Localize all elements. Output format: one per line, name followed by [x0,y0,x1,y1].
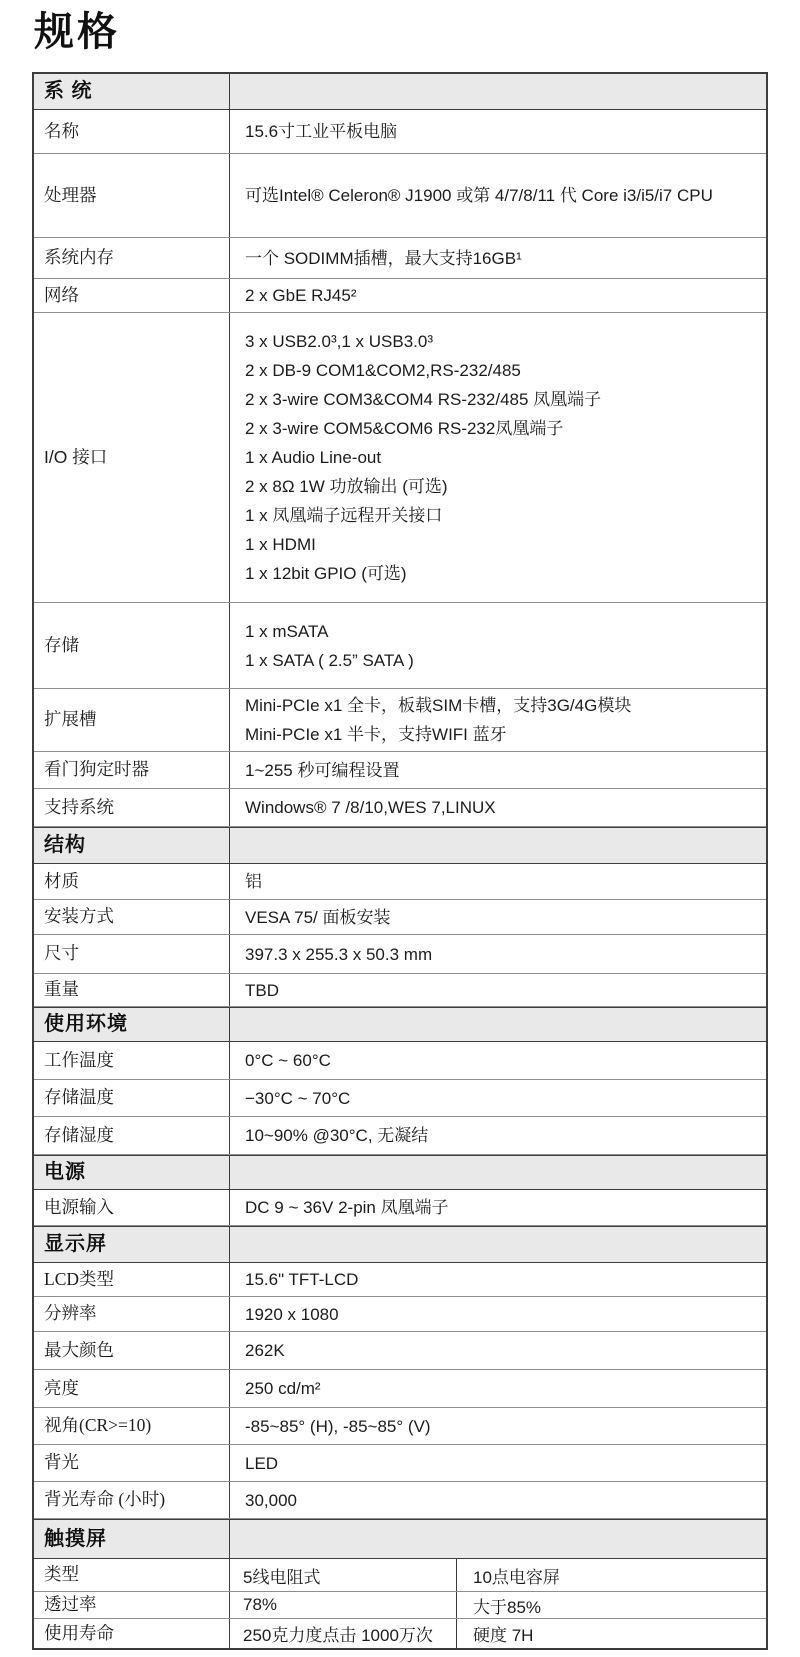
row-value-line: 1 x mSATA [245,621,329,641]
spec-row [34,110,766,154]
row-value-line: 15.6寸工业平板电脑 [245,122,398,141]
row-label: 类型 [34,1559,230,1591]
row-value-line: TBD [245,980,279,1000]
row-value-col2: 硬度 7H [473,1626,534,1645]
row-value [230,752,766,788]
row-label: 扩展槽 [34,689,230,751]
spec-row [34,1559,766,1592]
row-value [230,1408,766,1444]
row-value [230,1482,766,1518]
section-row [34,1155,766,1190]
spec-row [34,864,766,900]
section-row [34,1007,766,1042]
spec-row [34,1117,766,1155]
row-value-line: 1 x SATA ( 2.5” SATA ) [245,650,414,670]
row-value [230,279,766,312]
row-label: 系统内存 [34,238,230,278]
section-row [34,74,766,110]
section-header-label: 结构 [34,828,230,863]
row-label: 背光寿命 (小时) [34,1482,230,1518]
row-value-line: 15.6" TFT-LCD [245,1270,359,1289]
row-label: 安装方式 [34,900,230,934]
section-header-label: 电源 [34,1156,230,1189]
row-value-line: 1 x HDMI [245,535,316,554]
section-header-spacer [230,1227,766,1262]
row-value-col1: 250克力度点击 1000万次 [230,1619,457,1648]
row-label: 网络 [34,279,230,312]
row-label: 材质 [34,864,230,899]
section-header-spacer [230,74,766,109]
spec-row [34,1042,766,1080]
row-label: 尺寸 [34,935,230,973]
spec-row [34,154,766,238]
spec-row [34,1445,766,1482]
row-value-line: Mini-PCIe x1 半卡，支持WIFI 蓝牙 [245,725,507,744]
row-label: 工作温度 [34,1042,230,1079]
row-value-line: 2 x GbE RJ45² [245,286,357,305]
row-value-line: 250 cd/m² [245,1379,321,1398]
row-label: 电源输入 [34,1190,230,1225]
spec-row [34,1297,766,1332]
row-value-line: 3 x USB2.0³,1 x USB3.0³ [245,332,434,351]
spec-row [34,1263,766,1297]
section-header-label: 触摸屏 [34,1520,230,1558]
spec-row [34,1190,766,1226]
row-value [230,1190,766,1225]
spec-table [32,72,768,1650]
row-label: 重量 [34,974,230,1006]
row-value-line: DC 9 ~ 36V 2-pin 凤凰端子 [245,1198,449,1217]
spec-row [34,1370,766,1408]
row-label: 透过率 [34,1592,230,1618]
section-row [34,1226,766,1263]
spec-row [34,1592,766,1619]
row-value [230,1445,766,1481]
row-value-col1: 78% [230,1592,457,1618]
row-value [230,1042,766,1079]
row-value-line: −30°C ~ 70°C [245,1088,351,1108]
row-value-line: 2 x 8Ω 1W 功放输出 (可选) [245,477,448,496]
spec-row [34,1482,766,1519]
row-value-line: 1 x Audio Line-out [245,448,382,467]
spec-row [34,689,766,752]
section-row [34,827,766,864]
row-label: 分辨率 [34,1297,230,1331]
row-value-line: 10~90% @30°C, 无凝结 [245,1126,429,1145]
row-value-col2: 10点电容屏 [473,1567,560,1587]
section-header-spacer [230,1156,766,1189]
row-value [230,1263,766,1296]
row-value [230,900,766,934]
spec-row [34,935,766,974]
row-value [230,154,766,237]
row-value [230,313,766,602]
row-value [230,1370,766,1407]
row-value [230,1117,766,1154]
row-value-line: 1920 x 1080 [245,1304,339,1324]
page-title: 规格 [34,10,120,54]
section-header-spacer [230,1520,766,1558]
row-label: 存储湿度 [34,1117,230,1154]
row-value-line: -85~85° (H), -85~85° (V) [245,1416,431,1436]
spec-row [34,1408,766,1445]
row-value-line: Mini-PCIe x1 全卡，板载SIM卡槽，支持3G/4G模块 [245,696,632,715]
row-value-line: VESA 75/ 面板安装 [245,907,391,927]
row-value-line: 1 x 凤凰端子远程开关接口 [245,506,443,525]
row-value-line: 1~255 秒可编程设置 [245,760,400,780]
row-label: 支持系统 [34,789,230,826]
row-label: LCD类型 [34,1263,230,1296]
row-label: 背光 [34,1445,230,1481]
row-value [230,1332,766,1369]
row-value-col2: 大于85% [473,1597,542,1617]
row-value [230,974,766,1006]
row-label: I/O 接口 [34,313,230,602]
row-label: 存储温度 [34,1080,230,1116]
row-value-line: Windows® 7 /8/10,WES 7,LINUX [245,798,496,817]
row-value-line: 2 x 3-wire COM3&COM4 RS-232/485 凤凰端子 [245,390,602,409]
row-value [230,689,766,751]
spec-row [34,974,766,1007]
row-value [230,1080,766,1116]
section-row [34,1519,766,1559]
section-header-label: 显示屏 [34,1227,230,1262]
row-label: 看门狗定时器 [34,752,230,788]
row-value-line: 30,000 [245,1490,297,1510]
row-value [230,238,766,278]
row-value-line: 可选Intel® Celeron® J1900 或第 4/7/8/11 代 Core i3/i5/i7 CPU [245,185,713,205]
row-label: 名称 [34,110,230,153]
row-value-line: 一个 SODIMM插槽，最大支持16GB¹ [245,248,522,268]
row-value [230,935,766,973]
row-value-line: 铝 [245,872,262,891]
spec-row [34,279,766,313]
spec-row [34,1619,766,1648]
row-value [230,864,766,899]
row-value [230,603,766,688]
row-value-line: 1 x 12bit GPIO (可选) [245,564,407,583]
section-header-spacer [230,1008,766,1041]
row-value-line: 2 x DB-9 COM1&COM2,RS-232/485 [245,361,521,380]
row-label: 使用寿命 [34,1619,230,1648]
row-value-col1: 5线电阻式 [230,1559,457,1591]
row-value-line: LED [245,1453,279,1473]
spec-row [34,789,766,827]
row-value-line: 0°C ~ 60°C [245,1051,331,1070]
row-value-line: 397.3 x 255.3 x 50.3 mm [245,944,433,964]
spec-row [34,900,766,935]
section-header-label: 系 统 [34,74,230,109]
spec-row [34,238,766,279]
section-header-spacer [230,828,766,863]
spec-row [34,313,766,603]
row-label: 最大颜色 [34,1332,230,1369]
section-header-label: 使用环境 [34,1008,230,1041]
row-value-line: 2 x 3-wire COM5&COM6 RS-232凤凰端子 [245,419,564,438]
row-label: 存储 [34,603,230,688]
row-value [230,1297,766,1331]
row-value-line: 262K [245,1341,285,1360]
spec-row [34,603,766,689]
row-label: 亮度 [34,1370,230,1407]
row-label: 视角(CR>=10) [34,1408,230,1444]
row-value [230,789,766,826]
row-label: 处理器 [34,154,230,237]
spec-row [34,1080,766,1117]
spec-row [34,752,766,789]
row-value [230,110,766,153]
spec-row [34,1332,766,1370]
